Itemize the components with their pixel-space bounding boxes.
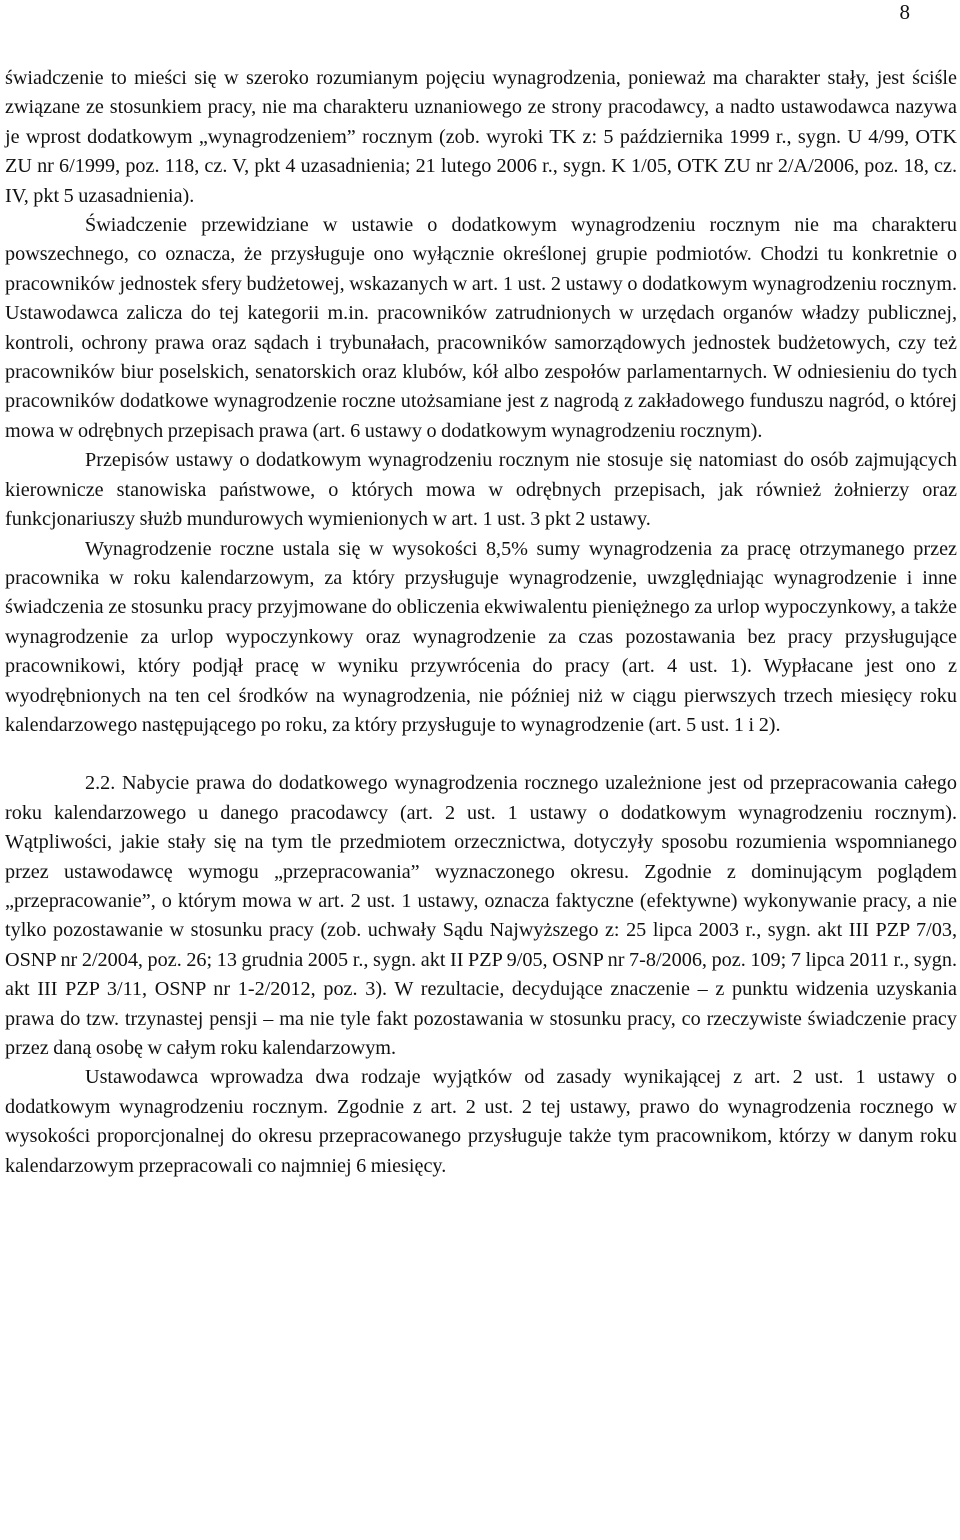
paragraph-amount: Wynagrodzenie roczne ustala się w wysokości 8,5% sumy wynagrodzenia za pracę otrzymanego przez pracownika w roku kalendarzowym, za który przysługuje wynagrodzenie, uwzględniając wynagrodzenie i inne świadczenia ze stosunku pracy przyjmowane do obliczenia ekwiwalentu pieniężnego za urlop wypoczynkowy, a także wynagrodzenie za urlop wypoczynkowy oraz wynagrodzenie za czas pozostawania bez pracy przysługujące pracownikowi, który podjął pracę w wyniku przywrócenia do pracy (art. 4 ust. 1). Wypłacane jest ono z wyodrębnionych na ten cel środków na wynagrodzenia, nie później niż w ciągu pierwszych trzech miesięcy roku kalendarzowego następującego po roku, za który przysługuje to wynagrodzenie (art. 5 ust. 1 i 2). [5, 537, 957, 736]
paragraph-scope: Świadczenie przewidziane w ustawie o dodatkowym wynagrodzeniu rocznym nie ma charakteru powszechnego, co oznacza, że przysługuje ono wyłącznie określonej grupie podmiotów. Chodzi tu konkretnie o pracowników jednostek sfery budżetowej, wskazanych w art. 1 ust. 2 ustawy o dodatkowym wynagrodzeniu rocznym. Ustawodawca zalicza do tej kategorii m.in. pracowników zatrudnionych w urzędach organów władzy publicznej, kontroli, ochrony prawa oraz sądach i trybunałach, pracowników samorządowych jednostek budżetowych, czy też pracowników biur poselskich, senatorskich oraz klubów, kół albo zespołów parlamentarnych. W odniesieniu do tych pracowników dodatkowe wynagrodzenie roczne utożsamiane jest z nagrodą z zakładowego funduszu nagród, o której mowa w odrębnych przepisach prawa (art. 6 ustawy o dodatkowym wynagrodzeniu rocznym). [5, 214, 957, 442]
document-body [5, 64, 957, 1181]
paragraph-exceptions: Ustawodawca wprowadza dwa rodzaje wyjątków od zasady wynikającej z art. 2 ust. 1 ustawy o dodatkowym wynagrodzeniu rocznym. Zgodnie z art. 2 ust. 2 tej ustawy, prawo do wynagrodzenia rocznego w wysokości proporcjonalnej do okresu przepracowanego przysługuje także tym pracownikom, którzy w danym roku kalendarzowym przepracowali co najmniej 6 miesięcy. [5, 1066, 957, 1177]
paragraph-exclusions: Przepisów ustawy o dodatkowym wynagrodzeniu rocznym nie stosuje się natomiast do osób zajmujących kierownicze stanowiska państwowe, o których mowa w odrębnych przepisach, jak również żołnierzy oraz funkcjonariuszy służb mundurowych wymienionych w art. 1 ust. 3 pkt 2 ustawy. [5, 449, 957, 531]
paragraph-continued: świadczenie to mieści się w szeroko rozumianym pojęciu wynagrodzenia, ponieważ ma charakter stały, jest ściśle związane ze stosunkiem pracy, nie ma charakteru uznaniowego ze strony pracodawcy, a nadto ustawodawca nazywa je wprost dodatkowym „wynagrodzeniem” rocznym (zob. wyroki TK z: 5 października 1999 r., sygn. U 4/99, OTK ZU nr 6/1999, poz. 118, cz. V, pkt 4 uzasadnienia; 21 lutego 2006 r., sygn. K 1/05, OTK ZU nr 2/A/2006, poz. 18, cz. IV, pkt 5 uzasadnienia). [5, 67, 957, 207]
paragraph-section-2-2: 2.2. Nabycie prawa do dodatkowego wynagrodzenia rocznego uzależnione jest od przepracowania całego roku kalendarzowego u danego pracodawcy (art. 2 ust. 1 ustawy o dodatkowym wynagrodzeniu rocznym). Wątpliwości, jakie stały się na tym tle przedmiotem orzecznictwa, dotyczyły sposobu rozumienia wspomnianego przez ustawodawcę wymogu „przepracowania” wyznaczonego okresu. Zgodnie z dominującym poglądem „przepracowanie”, o którym mowa w art. 2 ust. 1 ustawy, oznacza faktyczne (efektywne) wykonywanie pracy, a nie tylko pozostawanie w stosunku pracy (zob. uchwały Sądu Najwyższego z: 25 lipca 2003 r., sygn. akt III PZP 7/03, OSNP nr 2/2004, poz. 26; 13 grudnia 2005 r., sygn. akt II PZP 9/05, OSNP nr 7-8/2006, poz. 109; 7 lipca 2011 r., sygn. akt III PZP 3/11, OSNP nr 1-2/2012, poz. 3). W rezultacie, decydujące znaczenie – z punktu widzenia uzyskania prawa do tzw. trzynastej pensji – ma nie tyle fakt pozostawania w stosunku pracy, co rzeczywiste świadczenie pracy przez daną osobę w całym roku kalendarzowym. [5, 772, 957, 1059]
page-number: 8 [899, 0, 910, 24]
